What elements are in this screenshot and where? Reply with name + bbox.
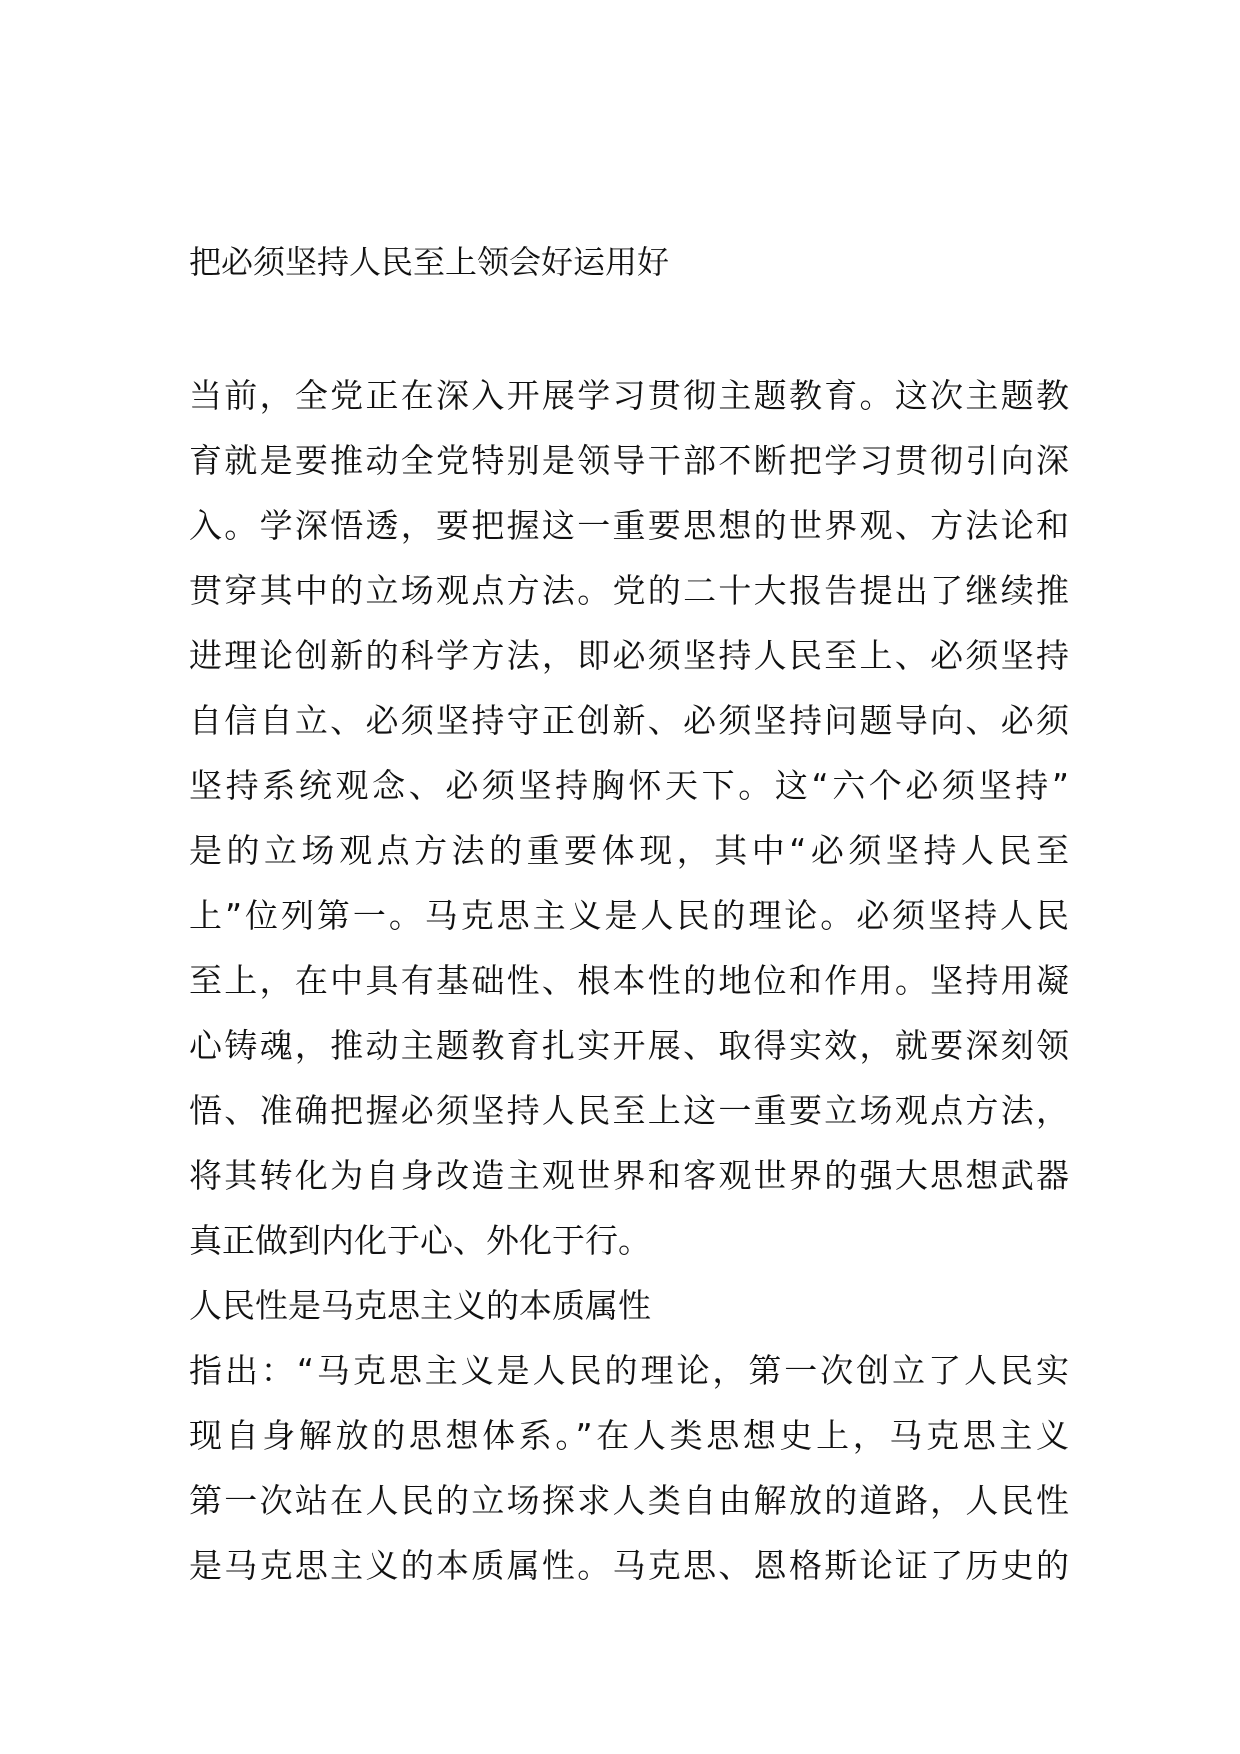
text-line: 将其转化为自身改造主观世界和客观世界的强大思想武器 [189,1156,1069,1195]
text-line: 自信自立、必须坚持守正创新、必须坚持问题导向、必须 [189,701,1069,740]
text-line: 至上，在中具有基础性、根本性的地位和作用。坚持用凝 [189,961,1069,1000]
text-line: 现自身解放的思想体系。”在人类思想史上，马克思主义 [189,1416,1069,1455]
text-line: 指出：“马克思主义是人民的理论，第一次创立了人民实 [189,1351,1069,1390]
text-line: 上”位列第一。马克思主义是人民的理论。必须坚持人民 [189,896,1069,935]
text-line: 育就是要推动全党特别是领导干部不断把学习贯彻引向深 [189,441,1069,480]
text-line: 当前，全党正在深入开展学习贯彻主题教育。这次主题教 [189,376,1069,415]
text-line: 真正做到内化于心、外化于行。 [189,1221,651,1260]
text-line: 坚持系统观念、必须坚持胸怀天下。这“六个必须坚持” [189,766,1069,805]
text-line: 进理论创新的科学方法，即必须坚持人民至上、必须坚持 [189,636,1069,675]
text-line: 贯穿其中的立场观点方法。党的二十大报告提出了继续推 [189,571,1069,610]
text-line: 第一次站在人民的立场探求人类自由解放的道路，人民性 [189,1481,1069,1520]
text-line: 是的立场观点方法的重要体现，其中“必须坚持人民至 [189,831,1069,870]
text-line: 入。学深悟透，要把握这一重要思想的世界观、方法论和 [189,506,1069,545]
document-title: 把必须坚持人民至上领会好运用好 [189,243,670,281]
text-line: 悟、准确把握必须坚持人民至上这一重要立场观点方法， [189,1091,1069,1130]
text-line: 是马克思主义的本质属性。马克思、恩格斯论证了历史的 [189,1546,1069,1585]
text-line: 心铸魂，推动主题教育扎实开展、取得实效，就要深刻领 [189,1026,1069,1065]
section-heading: 人民性是马克思主义的本质属性 [189,1286,651,1325]
document-body [189,363,1069,1598]
